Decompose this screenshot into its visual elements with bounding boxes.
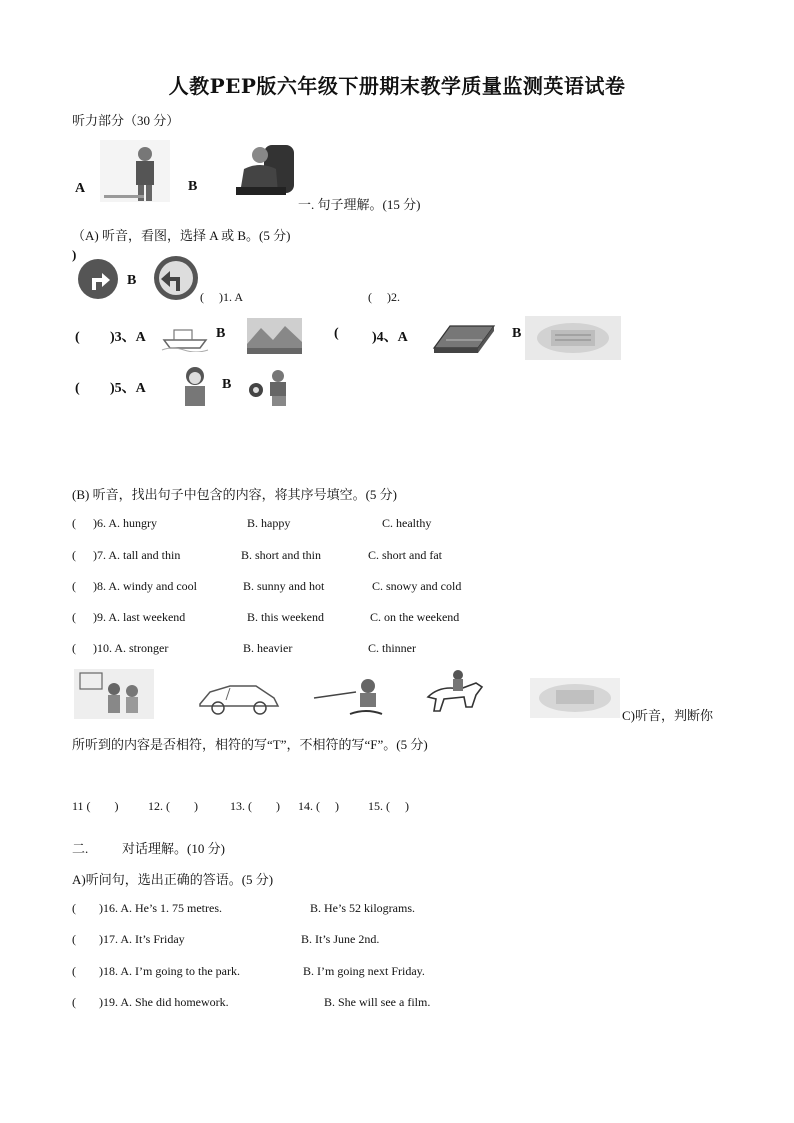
q4-num: )4、A: [372, 330, 408, 345]
part2-heading: 对话理解。(10 分): [122, 841, 225, 856]
q17-option-b: B. It’s June 2nd.: [301, 932, 380, 946]
q18-paren: (: [72, 964, 76, 978]
q17-option-a: )17. A. It’s Friday: [99, 932, 185, 946]
q18-option-a: )18. A. I’m going to the park.: [99, 964, 240, 978]
turn-left-sign-image: [150, 255, 202, 301]
q8-option-c: C. snowy and cold: [372, 579, 462, 593]
q9-option-b: B. this weekend: [247, 610, 324, 624]
mountain-scene-image: [247, 318, 302, 354]
q19-option-b: B. She will see a film.: [324, 995, 431, 1009]
q7-paren: (: [72, 548, 76, 562]
q3-b-label: B: [216, 326, 226, 341]
q1-label: ( )1. A: [200, 290, 243, 304]
q16-option-a: )16. A. He’s 1. 75 metres.: [99, 901, 222, 915]
turn-right-sign-image: [74, 258, 122, 300]
q18-option-b: B. I’m going next Friday.: [303, 964, 425, 978]
book-image: [430, 322, 498, 356]
horse-riding-image: [420, 667, 500, 719]
q16-option-b: B. He’s 52 kilograms.: [310, 901, 415, 915]
answer-11: 11 ( ): [72, 799, 119, 813]
boy-football-image: [242, 366, 302, 408]
answer-13: 13. ( ): [230, 799, 280, 813]
signs-b-label: B: [127, 273, 137, 288]
q19-option-a: )19. A. She did homework.: [99, 995, 229, 1009]
page-title: 人教PEP版六年级下册期末教学质量监测英语试卷: [168, 74, 626, 98]
part1-a-tick: ): [72, 247, 77, 262]
q3-paren: (: [75, 330, 108, 345]
q9-option-c: C. on the weekend: [370, 610, 460, 624]
q10-option-b: B. heavier: [243, 641, 293, 655]
q6-option-a: )6. A. hungry: [93, 516, 157, 530]
part2-a-heading: A)听问句，选出正确的答语。(5 分): [72, 872, 274, 887]
q7-option-a: )7. A. tall and thin: [93, 548, 181, 562]
q6-option-b: B. happy: [247, 516, 291, 530]
q5-paren: (: [75, 381, 108, 396]
q3-num: )3、A: [110, 330, 146, 345]
answer-12: 12. ( ): [148, 799, 198, 813]
man-in-chair-image: [226, 143, 296, 198]
q8-option-a: )8. A. windy and cool: [93, 579, 197, 593]
answer-15: 15. ( ): [368, 799, 409, 813]
car-image: [196, 678, 282, 718]
boat-image: [160, 322, 210, 352]
q7-option-b: B. short and thin: [241, 548, 321, 562]
q16-paren: (: [72, 901, 76, 915]
q8-option-b: B. sunny and hot: [243, 579, 325, 593]
q10-paren: (: [72, 641, 76, 655]
q17-paren: (: [72, 932, 76, 946]
part1-c-heading-line2: 所听到的内容是否相符，相符的写“T”，不相符的写“F”。(5 分): [72, 737, 428, 752]
q6-option-c: C. healthy: [382, 516, 432, 530]
q8-paren: (: [72, 579, 76, 593]
part1-c-heading: C)听音，判断你: [622, 708, 714, 723]
q7-option-c: C. short and fat: [368, 548, 442, 562]
q4-b-label: B: [512, 326, 522, 341]
top-pic-b-label: B: [188, 179, 198, 194]
q9-option-a: )9. A. last weekend: [93, 610, 186, 624]
q4-paren: (: [334, 326, 339, 341]
girl-image: [175, 364, 215, 408]
listening-header: 听力部分（30 分）: [72, 113, 180, 128]
q5-num: )5、A: [110, 381, 146, 396]
q10-option-c: C. thinner: [368, 641, 416, 655]
q2-label: ( )2.: [368, 290, 400, 304]
q19-paren: (: [72, 995, 76, 1009]
q9-paren: (: [72, 610, 76, 624]
q6-paren: (: [72, 516, 76, 530]
boy-fishing-image: [310, 674, 390, 718]
q10-option-a: )10. A. stronger: [93, 641, 169, 655]
boy-standing-image: [100, 140, 170, 202]
top-pic-a-label: A: [75, 181, 86, 196]
answer-14: 14. ( ): [298, 799, 339, 813]
part1-a-heading: （A) 听音，看图，选择 A 或 B。(5 分): [72, 228, 291, 243]
basketball-kids-image: [74, 669, 154, 719]
newspaper-image: [525, 316, 621, 360]
reading-book-image: [530, 678, 620, 718]
part1-b-heading: (B) 听音，找出句子中包含的内容，将其序号填空。(5 分): [72, 487, 397, 502]
q5-b-label: B: [222, 377, 232, 392]
part2-num: 二.: [72, 841, 89, 856]
part1-heading: 一. 句子理解。(15 分): [298, 197, 421, 212]
